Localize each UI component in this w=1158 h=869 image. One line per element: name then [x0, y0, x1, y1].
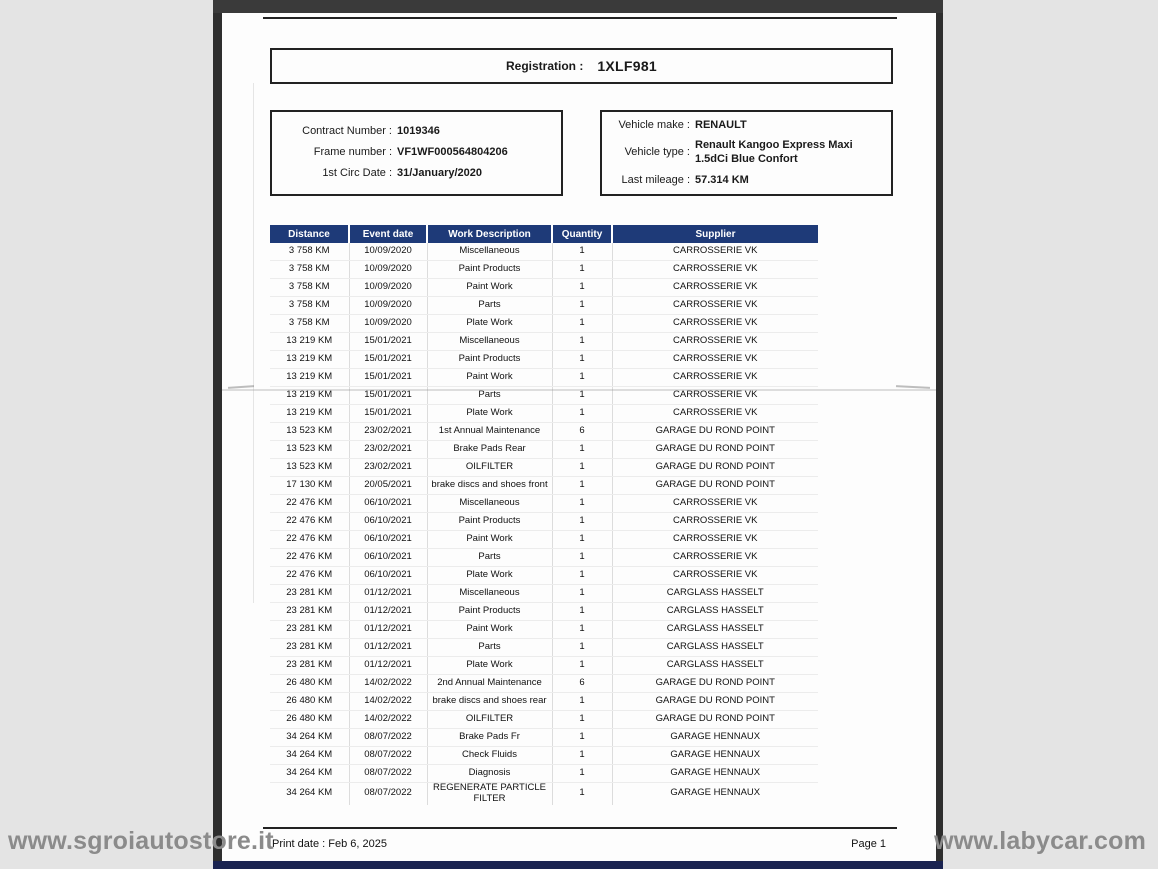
table-cell: 1 [552, 333, 612, 351]
table-row [270, 711, 818, 729]
table-cell: 26 480 KM [270, 693, 349, 711]
table-row [270, 297, 818, 315]
table-cell: Parts [427, 549, 552, 567]
table-cell: CARROSSERIE VK [612, 387, 818, 405]
table-cell: 1 [552, 369, 612, 387]
table-cell: CARGLASS HASSELT [612, 657, 818, 675]
table-cell: Parts [427, 297, 552, 315]
table-cell: 1 [552, 603, 612, 621]
table-cell: 06/10/2021 [349, 495, 427, 513]
registration-box [270, 48, 893, 84]
table-cell: 01/12/2021 [349, 585, 427, 603]
column-header: Distance [270, 225, 349, 243]
table-cell: 23/02/2021 [349, 459, 427, 477]
top-rule [263, 17, 897, 19]
table-cell: CARROSSERIE VK [612, 549, 818, 567]
vehicle-value: Renault Kangoo Express Maxi 1.5dCi Blue Confort [695, 139, 853, 165]
table-cell: 1 [552, 639, 612, 657]
table-cell: 1 [552, 657, 612, 675]
table-cell: 15/01/2021 [349, 369, 427, 387]
table-row [270, 315, 818, 333]
table-row [270, 369, 818, 387]
table-cell: 1 [552, 729, 612, 747]
table-cell: 26 480 KM [270, 675, 349, 693]
vehicle-row [610, 174, 883, 188]
table-cell: Paint Products [427, 603, 552, 621]
table-row [270, 261, 818, 279]
vehicle-row [610, 139, 883, 167]
table-cell: 1 [552, 549, 612, 567]
table-cell: 13 523 KM [270, 459, 349, 477]
table-cell: CARROSSERIE VK [612, 405, 818, 423]
table-cell: Plate Work [427, 657, 552, 675]
table-cell: 08/07/2022 [349, 765, 427, 783]
table-row [270, 243, 818, 261]
table-body [270, 243, 818, 805]
table-cell: 1 [552, 261, 612, 279]
table-cell: CARROSSERIE VK [612, 495, 818, 513]
table-cell: 1 [552, 513, 612, 531]
table-cell: 3 758 KM [270, 315, 349, 333]
table-cell: GARAGE HENNAUX [612, 729, 818, 747]
table-cell: Brake Pads Rear [427, 441, 552, 459]
table-cell: CARGLASS HASSELT [612, 603, 818, 621]
contract-label: Frame number : [313, 146, 392, 159]
registration-value: 1XLF981 [597, 58, 658, 74]
table-cell: GARAGE HENNAUX [612, 747, 818, 765]
table-cell: brake discs and shoes front [427, 477, 552, 495]
page-number: Page 1 [851, 838, 886, 850]
table-cell: 10/09/2020 [349, 261, 427, 279]
table-cell: 14/02/2022 [349, 675, 427, 693]
table-cell: 01/12/2021 [349, 603, 427, 621]
table-cell: 22 476 KM [270, 495, 349, 513]
table-cell: 1 [552, 243, 612, 261]
vehicle-row [610, 119, 883, 133]
table-row [270, 621, 818, 639]
table-row [270, 585, 818, 603]
table-cell: 26 480 KM [270, 711, 349, 729]
document-page [222, 13, 936, 861]
column-header: Quantity [552, 225, 612, 243]
table-cell: 01/12/2021 [349, 639, 427, 657]
table-cell: brake discs and shoes rear [427, 693, 552, 711]
table-cell: Miscellaneous [427, 333, 552, 351]
table-cell: Paint Work [427, 369, 552, 387]
table-cell: Paint Products [427, 513, 552, 531]
table-cell: Brake Pads Fr [427, 729, 552, 747]
column-header: Work Description [427, 225, 552, 243]
table-cell: GARAGE DU ROND POINT [612, 423, 818, 441]
table-cell: 13 219 KM [270, 369, 349, 387]
table-cell: 14/02/2022 [349, 693, 427, 711]
table-cell: 6 [552, 423, 612, 441]
table-cell: 1 [552, 711, 612, 729]
table-row [270, 675, 818, 693]
table-row [270, 513, 818, 531]
table-cell: CARROSSERIE VK [612, 279, 818, 297]
maintenance-history-table [270, 225, 818, 805]
table-cell: CARROSSERIE VK [612, 567, 818, 585]
table-cell: GARAGE DU ROND POINT [612, 693, 818, 711]
table-cell: 1 [552, 567, 612, 585]
table-cell: GARAGE DU ROND POINT [612, 441, 818, 459]
table-cell: Miscellaneous [427, 243, 552, 261]
contract-info-box [270, 110, 563, 196]
table-cell: 1 [552, 765, 612, 783]
table-cell: 3 758 KM [270, 297, 349, 315]
vehicle-label: Vehicle type : [624, 146, 690, 159]
table-cell: 23 281 KM [270, 639, 349, 657]
table-cell: 23/02/2021 [349, 441, 427, 459]
table-row [270, 351, 818, 369]
table-cell: GARAGE HENNAUX [612, 765, 818, 783]
scan-crease-line [222, 389, 936, 391]
table-cell: 22 476 KM [270, 513, 349, 531]
table-cell: Parts [427, 639, 552, 657]
table-row [270, 495, 818, 513]
table-row [270, 333, 818, 351]
table-cell: 23 281 KM [270, 621, 349, 639]
table-cell: GARAGE DU ROND POINT [612, 675, 818, 693]
table-cell: 13 219 KM [270, 333, 349, 351]
table-cell: 17 130 KM [270, 477, 349, 495]
contract-label: Contract Number : [302, 125, 392, 138]
vehicle-label: Last mileage : [621, 173, 690, 186]
table-header-row [270, 225, 818, 243]
table-cell: CARGLASS HASSELT [612, 639, 818, 657]
table-cell: 1 [552, 315, 612, 333]
table-cell: 22 476 KM [270, 531, 349, 549]
table-cell: 1 [552, 405, 612, 423]
table-cell: 23/02/2021 [349, 423, 427, 441]
contract-label: 1st Circ Date : [322, 166, 392, 179]
table-cell: OILFILTER [427, 711, 552, 729]
table-cell: 34 264 KM [270, 747, 349, 765]
table-cell: 23 281 KM [270, 585, 349, 603]
table-cell: 08/07/2022 [349, 783, 427, 805]
table-cell: 15/01/2021 [349, 333, 427, 351]
table-cell: 1 [552, 783, 612, 805]
table-cell: 3 758 KM [270, 279, 349, 297]
table-cell: GARAGE DU ROND POINT [612, 477, 818, 495]
table-cell: CARROSSERIE VK [612, 531, 818, 549]
table-row [270, 639, 818, 657]
table-cell: 06/10/2021 [349, 531, 427, 549]
footer-rule [263, 827, 897, 829]
table-cell: CARROSSERIE VK [612, 351, 818, 369]
table-cell: Paint Work [427, 621, 552, 639]
table-cell: 13 219 KM [270, 351, 349, 369]
table-row [270, 459, 818, 477]
table-cell: 1 [552, 477, 612, 495]
table-cell: CARROSSERIE VK [612, 297, 818, 315]
table-cell: 2nd Annual Maintenance [427, 675, 552, 693]
scan-right-edge [936, 13, 943, 861]
table-cell: Diagnosis [427, 765, 552, 783]
table-cell: 1 [552, 441, 612, 459]
table-cell: 1 [552, 297, 612, 315]
table-row [270, 657, 818, 675]
scan-fold-line [253, 83, 254, 603]
column-header: Event date [349, 225, 427, 243]
table-cell: 06/10/2021 [349, 567, 427, 585]
vehicle-info-box [600, 110, 893, 196]
contract-row [280, 146, 553, 160]
table-cell: CARROSSERIE VK [612, 315, 818, 333]
scan-top-edge [213, 0, 943, 13]
table-cell: 13 523 KM [270, 441, 349, 459]
table-cell: 34 264 KM [270, 729, 349, 747]
table-cell: 1 [552, 531, 612, 549]
watermark-right: www.labycar.com [934, 827, 1146, 855]
table-cell: 14/02/2022 [349, 711, 427, 729]
table-cell: CARROSSERIE VK [612, 243, 818, 261]
table-cell: CARROSSERIE VK [612, 513, 818, 531]
table-row [270, 531, 818, 549]
table-cell: Plate Work [427, 315, 552, 333]
table-cell: 1 [552, 279, 612, 297]
watermark-left: www.sgroiautostore.it [8, 827, 274, 855]
table-cell: 13 523 KM [270, 423, 349, 441]
table-cell: Paint Work [427, 531, 552, 549]
table-cell: 15/01/2021 [349, 351, 427, 369]
table-header [270, 225, 818, 243]
table-cell: CARROSSERIE VK [612, 333, 818, 351]
table-cell: REGENERATE PARTICLE FILTER [427, 783, 552, 805]
contract-row [280, 167, 553, 181]
table-row [270, 423, 818, 441]
table-cell: 01/12/2021 [349, 657, 427, 675]
table-cell: GARAGE DU ROND POINT [612, 711, 818, 729]
table-cell: 01/12/2021 [349, 621, 427, 639]
table-row [270, 279, 818, 297]
table-row [270, 441, 818, 459]
table-cell: CARROSSERIE VK [612, 369, 818, 387]
table-cell: GARAGE HENNAUX [670, 787, 761, 799]
table-cell: CARROSSERIE VK [612, 261, 818, 279]
table-cell: 1 [552, 693, 612, 711]
table-cell: CARGLASS HASSELT [612, 621, 818, 639]
table-row [270, 549, 818, 567]
table-row [270, 747, 818, 765]
table-cell: Plate Work [427, 405, 552, 423]
table-cell: 1 [552, 747, 612, 765]
table-cell: 1 [552, 585, 612, 603]
table-row [270, 405, 818, 423]
table-cell: Paint Products [427, 351, 552, 369]
table-cell: OILFILTER [427, 459, 552, 477]
table-cell: 34 264 KM [270, 783, 349, 805]
table-row [270, 693, 818, 711]
table-cell: 08/07/2022 [349, 729, 427, 747]
table-cell: 1 [552, 387, 612, 405]
table-cell: 20/05/2021 [349, 477, 427, 495]
table-cell: 22 476 KM [270, 567, 349, 585]
contract-value: 1019346 [397, 125, 440, 138]
table-row [270, 729, 818, 747]
table-cell: Paint Products [427, 261, 552, 279]
table-cell: GARAGE DU ROND POINT [612, 459, 818, 477]
table-cell: Miscellaneous [427, 585, 552, 603]
table-cell: Miscellaneous [427, 495, 552, 513]
column-header: Supplier [612, 225, 818, 243]
table-cell: 13 219 KM [270, 405, 349, 423]
table-cell: 23 281 KM [270, 657, 349, 675]
table-cell: 10/09/2020 [349, 315, 427, 333]
table-cell: Plate Work [427, 567, 552, 585]
table-row [270, 567, 818, 585]
table-cell: 3 758 KM [270, 243, 349, 261]
table-cell: Check Fluids [427, 747, 552, 765]
table-cell: 10/09/2020 [349, 279, 427, 297]
table-cell: 22 476 KM [270, 549, 349, 567]
table-cell: 13 219 KM [270, 387, 349, 405]
print-date: Print date : Feb 6, 2025 [272, 838, 387, 850]
table-cell: 23 281 KM [270, 603, 349, 621]
table-cell: 15/01/2021 [349, 405, 427, 423]
table-cell: 1 [552, 459, 612, 477]
scan-bottom-bar [213, 861, 943, 869]
registration-label: Registration : [505, 59, 584, 73]
table-cell: CARGLASS HASSELT [612, 585, 818, 603]
table-cell: 10/09/2020 [349, 297, 427, 315]
table-cell: 15/01/2021 [349, 387, 427, 405]
table-cell: Paint Work [427, 279, 552, 297]
table-row [270, 477, 818, 495]
table-row [270, 603, 818, 621]
table-cell: 08/07/2022 [349, 747, 427, 765]
vehicle-value: RENAULT [695, 118, 747, 131]
contract-value: VF1WF000564804206 [397, 146, 508, 159]
table-cell: 3 758 KM [270, 261, 349, 279]
table-cell: 06/10/2021 [349, 513, 427, 531]
table-cell: Parts [427, 387, 552, 405]
table-cell: 1 [552, 621, 612, 639]
table-cell: 6 [552, 675, 612, 693]
contract-row [280, 125, 553, 139]
contract-value: 31/January/2020 [397, 166, 483, 179]
table-cell: 10/09/2020 [349, 243, 427, 261]
table-cell: 1st Annual Maintenance [427, 423, 552, 441]
table-cell: 1 [552, 495, 612, 513]
table-row [270, 765, 818, 783]
vehicle-label: Vehicle make : [618, 118, 690, 131]
table-cell: 1 [552, 351, 612, 369]
table-cell: 34 264 KM [270, 765, 349, 783]
scan-left-edge [213, 13, 222, 861]
table-row [270, 783, 818, 805]
table-cell: 06/10/2021 [349, 549, 427, 567]
vehicle-value: 57.314 KM [695, 173, 749, 186]
